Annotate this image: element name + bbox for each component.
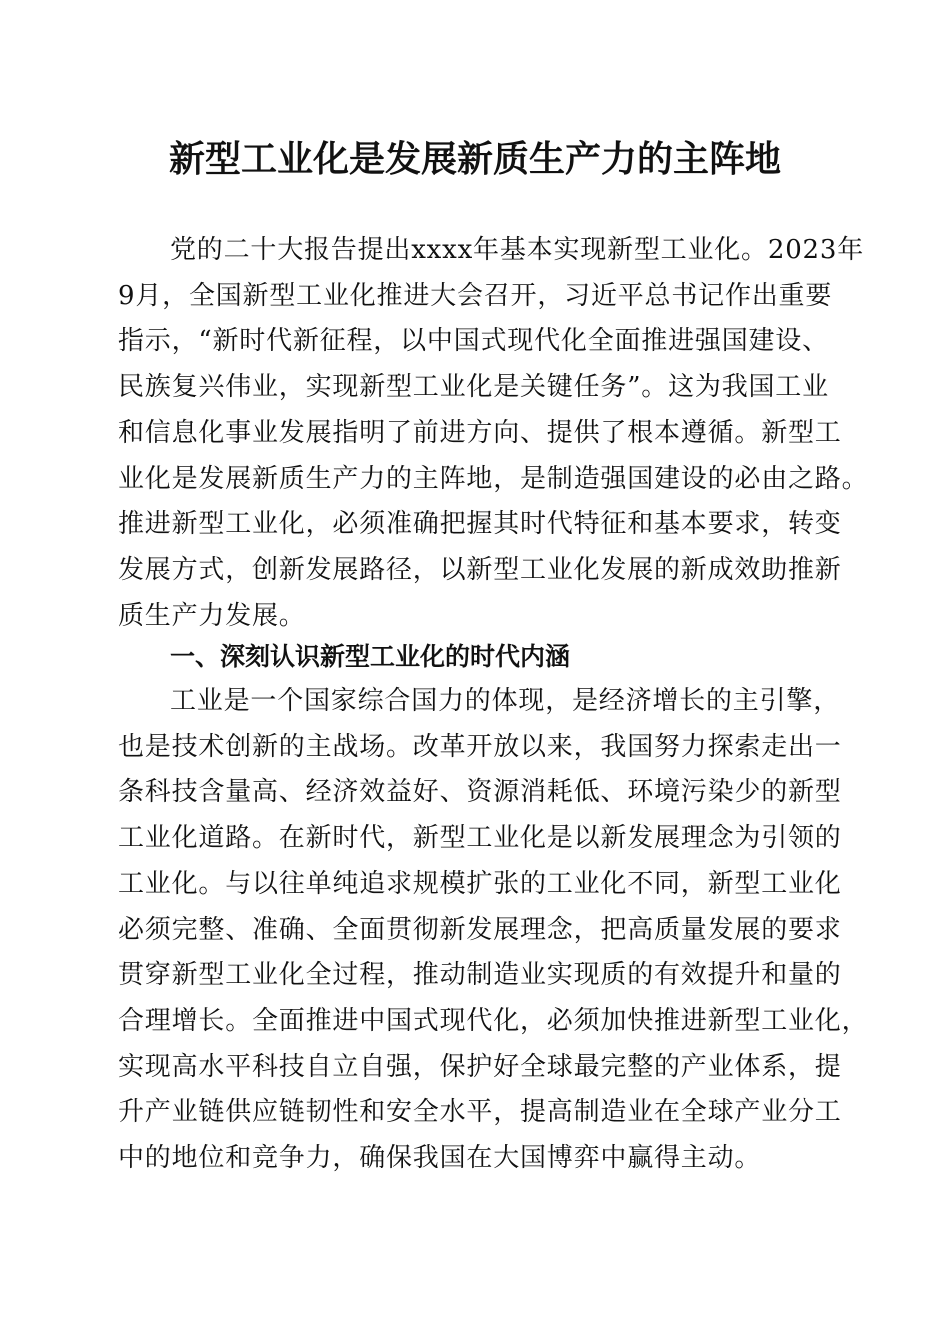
paragraph-line: 民族复兴伟业，实现新型工业化是关键任务”。这为我国工业: [118, 372, 829, 403]
section-heading: 一、深刻认识新型工业化的时代内涵: [170, 642, 571, 671]
paragraph-line: 党的二十大报告提出xxxx年基本实现新型工业化。2023年: [170, 235, 865, 265]
paragraph-line: 9月，全国新型工业化推进大会召开，习近平总书记作出重要: [118, 280, 833, 311]
paragraph-line: 合理增长。全面推进中国式现代化，必须加快推进新型工业化，: [118, 1005, 869, 1036]
paragraph-line: 必须完整、准确、全面贯彻新发展理念，把高质量发展的要求: [118, 914, 842, 945]
paragraph-line: 业化是发展新质生产力的主阵地，是制造强国建设的必由之路。: [118, 463, 869, 494]
paragraph-line: 贯穿新型工业化全过程，推动制造业实现质的有效提升和量的: [118, 960, 842, 991]
paragraph-line: 推进新型工业化，必须准确把握其时代特征和基本要求，转变: [118, 509, 842, 540]
document-title: 新型工业化是发展新质生产力的主阵地: [168, 138, 781, 180]
paragraph-line: 工业化。与以往单纯追求规模扩张的工业化不同，新型工业化: [118, 868, 842, 899]
paragraph-line: 质生产力发展。: [118, 600, 306, 631]
paragraph-line: 工业是一个国家综合国力的体现，是经济增长的主引擎，: [170, 686, 841, 716]
intro-paragraph: [118, 228, 869, 639]
paragraph-line: 指示，“新时代新征程，以中国式现代化全面推进强国建设、: [118, 326, 829, 357]
paragraph-line: 升产业链供应链韧性和安全水平，提高制造业在全球产业分工: [118, 1097, 842, 1128]
paragraph-line: 中的地位和竞争力，确保我国在大国博弈中赢得主动。: [118, 1143, 762, 1174]
paragraph-line: 也是技术创新的主战场。改革开放以来，我国努力探索走出一: [118, 731, 842, 762]
paragraph-line: 条科技含量高、经济效益好、资源消耗低、环境污染少的新型: [118, 777, 842, 808]
paragraph-line: 发展方式，创新发展路径，以新型工业化发展的新成效助推新: [118, 554, 842, 585]
paragraph-line: 和信息化事业发展指明了前进方向、提供了根本遵循。新型工: [118, 417, 842, 448]
paragraph-line: 实现高水平科技自立自强，保护好全球最完整的产业体系，提: [118, 1051, 842, 1082]
section-paragraph: [118, 679, 869, 1182]
paragraph-line: 工业化道路。在新时代，新型工业化是以新发展理念为引领的: [118, 823, 842, 854]
